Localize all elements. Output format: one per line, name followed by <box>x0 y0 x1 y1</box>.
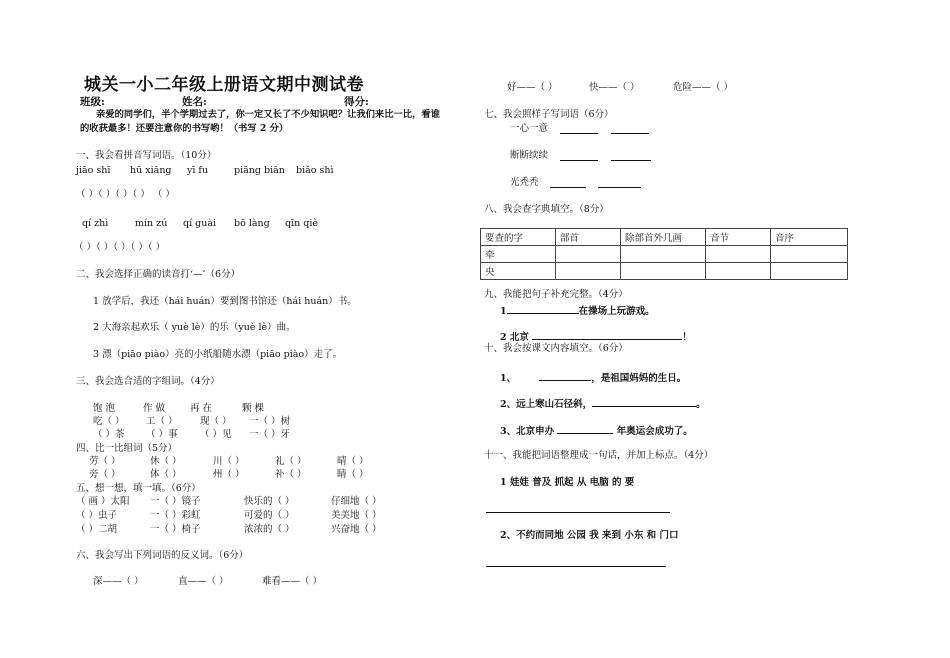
antonym-item[interactable]: 深——（ ） <box>93 576 144 587</box>
antonym-item[interactable]: 难看——（ ） <box>262 576 323 587</box>
fill-item[interactable]: 一（ ）树 <box>249 416 291 427</box>
fill-item[interactable]: 休（ ） <box>150 456 182 467</box>
table-row <box>481 246 848 263</box>
q10-item-3[interactable] <box>500 424 693 438</box>
fill-item[interactable]: 一（ ）椅子 <box>150 524 201 535</box>
item-text: 2 北京 <box>500 332 529 343</box>
char-pair: 再 在 <box>190 403 213 414</box>
fill-item[interactable]: 补（ ） <box>275 469 307 480</box>
table-header-row <box>481 229 848 246</box>
fill-item[interactable]: 川（ ） <box>213 456 245 467</box>
item-text: 年奥运会成功了。 <box>616 426 693 437</box>
fill-item[interactable]: 睛（ ） <box>337 469 369 480</box>
item-text: 2、远上寒山石径斜， <box>500 399 593 410</box>
q4-heading: 四、比一比组词（5分） <box>76 443 178 454</box>
item-number: 1 <box>500 306 507 317</box>
q6-heading: 六、我会写出下列词语的反义词。（6分） <box>76 550 249 561</box>
q2-item[interactable]: 1 放学后，我还（hái huán）要到图书馆还（hái huán）书。 <box>93 296 357 307</box>
column-header: 音序 <box>771 229 848 246</box>
fill-item[interactable]: 礼（ ） <box>275 456 307 467</box>
fill-item[interactable]: 州（ ） <box>213 469 245 480</box>
q3-heading: 三、我会选合适的字组词。（4分） <box>76 376 220 387</box>
answer-line[interactable] <box>486 566 666 567</box>
item-number: 1、 <box>500 373 517 384</box>
antonym-item[interactable]: 好——（ ） <box>507 82 558 93</box>
answer-cell[interactable] <box>556 246 621 263</box>
item-text: 3、北京申办 <box>500 426 555 437</box>
q10-heading: 十、我会按课文内容填空。（6分） <box>484 343 628 354</box>
page-title: 城关一小二年级上册语文期中测试卷 <box>84 75 364 95</box>
answer-brackets[interactable]: （ ）（ ）（ ）（ ） （ ） <box>76 189 175 200</box>
answer-cell[interactable] <box>621 246 706 263</box>
fill-item[interactable]: 兴奋地（ ） <box>331 524 382 535</box>
fill-item[interactable]: （ 画 ）太阳 <box>76 496 130 507</box>
q10-item-1[interactable] <box>500 371 686 385</box>
q5-heading: 五、想一想，填一填。（6分） <box>76 483 201 494</box>
pinyin: jiāo shī <box>76 165 111 176</box>
fill-item[interactable]: 现（ ） <box>200 416 232 427</box>
char-pair: 作 做 <box>143 403 166 414</box>
answer-brackets[interactable]: （ ）（ ）（ ）（ ）（ ） <box>74 242 166 253</box>
answer-cell[interactable] <box>706 246 771 263</box>
q2-item[interactable]: 3 漂（piāo piào）亮的小纸船随水漂（piāo piào）走了。 <box>93 349 343 360</box>
table-row <box>481 263 848 280</box>
pinyin: yī fu <box>187 165 209 176</box>
column-header: 部首 <box>556 229 621 246</box>
antonym-item[interactable]: 直——（ ） <box>178 576 229 587</box>
pinyin: mín zú <box>135 218 168 229</box>
pinyin: piāng biān <box>234 165 285 176</box>
name-label: 姓名: <box>182 96 207 108</box>
fill-item[interactable]: 一（ ）彩虹 <box>150 510 201 521</box>
q7-heading: 七、我会照样子写词语（6分） <box>484 109 614 120</box>
fill-item[interactable]: 劳（ ） <box>89 456 121 467</box>
pinyin: hū xiāng <box>130 165 172 176</box>
fill-item[interactable]: 美美地（ ） <box>331 510 382 521</box>
q9-heading: 九、我能把句子补充完整。（4分） <box>484 289 628 300</box>
answer-line[interactable] <box>486 512 670 513</box>
intro-line-2: 的收获最多！还要注意你的书写哟！（书写 2 分） <box>80 123 289 134</box>
example-word: 光秃秃 <box>510 177 539 188</box>
answer-cell[interactable] <box>771 246 848 263</box>
answer-cell[interactable] <box>621 263 706 280</box>
fill-item[interactable]: 一（ ）牙 <box>249 429 291 440</box>
char-pair: 颗 棵 <box>242 403 265 414</box>
q9-item-2[interactable] <box>500 330 692 344</box>
answer-blank[interactable] <box>557 424 613 434</box>
q8-heading: 八、我会查字典填空。（8分） <box>484 204 609 215</box>
example-word: 断断续续 <box>510 150 549 161</box>
answer-blank[interactable] <box>532 330 682 340</box>
column-header: 除部首外几画 <box>621 229 706 246</box>
char-pair: 饱 泡 <box>93 403 116 414</box>
pinyin: qí zhì <box>82 218 109 229</box>
q1-heading: 一、我会看拼音写词语。（10分） <box>76 150 217 161</box>
dictionary-table <box>480 228 848 280</box>
fill-item[interactable]: 浓浓的（ ） <box>244 524 295 535</box>
antonym-item[interactable]: 快——（ ） <box>589 82 640 93</box>
q2-item[interactable]: 2 大海亲起欢乐（ yuè lè）的乐（yuè lè）曲。 <box>93 322 296 333</box>
fill-item[interactable]: 晴（ ） <box>337 456 369 467</box>
column-header: 要查的字 <box>481 229 556 246</box>
example-word: 一心一意 <box>510 123 549 134</box>
fill-item[interactable]: 一（ ）镜子 <box>150 496 201 507</box>
fill-item[interactable]: （ ）茶 <box>93 429 125 440</box>
fill-item[interactable]: 仔细地（ ） <box>331 496 382 507</box>
q2-heading: 二、我会选择正确的读音打‘—’（6分） <box>76 269 241 280</box>
answer-blank[interactable] <box>592 397 696 407</box>
pinyin: biǎo shì <box>296 165 334 176</box>
fill-item[interactable]: （ ）事 <box>146 429 178 440</box>
pinyin: bō làng <box>234 218 270 229</box>
antonym-item[interactable]: 危险——（ ） <box>673 82 734 93</box>
q11-heading: 十一、我能把词语整理成一句话，并加上标点。（4分） <box>484 450 714 461</box>
fill-item[interactable]: （ ）见 <box>200 429 232 440</box>
answer-blank[interactable] <box>507 304 579 314</box>
fill-item[interactable]: （ ）二胡 <box>76 524 118 535</box>
item-text: ！ <box>682 332 692 343</box>
q11-item-1: 1 娃娃 普及 抓起 从 电脑 的 要 <box>500 477 635 488</box>
answer-blank[interactable] <box>539 371 591 381</box>
score-label: 得分: <box>344 96 369 108</box>
pinyin: qí guài <box>183 218 217 229</box>
answer-cell[interactable] <box>556 263 621 280</box>
fill-item[interactable]: 体（ ） <box>150 469 182 480</box>
pinyin: qīn qiè <box>285 218 318 229</box>
fill-item[interactable]: 工（ ） <box>146 416 178 427</box>
fill-item[interactable]: 旁（ ） <box>89 469 121 480</box>
lookup-char: 央 <box>481 263 556 280</box>
q11-item-2: 2、不约而同地 公园 我 来到 小东 和 门口 <box>500 530 679 541</box>
answer-cell[interactable] <box>706 263 771 280</box>
fill-item[interactable]: 可爱的（ ） <box>244 510 295 521</box>
intro-line-1: 亲爱的同学们，半个学期过去了，你一定又长了不少知识吧？让我们来比一比，看谁 <box>96 109 440 120</box>
fill-item[interactable]: 吃（ ） <box>93 416 125 427</box>
q10-item-2[interactable] <box>500 397 706 411</box>
column-header: 音节 <box>706 229 771 246</box>
fill-item[interactable]: （ ）虫子 <box>76 510 118 521</box>
q9-item-1[interactable] <box>500 304 655 318</box>
item-text: 在操场上玩游戏。 <box>578 306 655 317</box>
item-text: ，是祖国妈妈的生日。 <box>591 373 687 384</box>
answer-cell[interactable] <box>771 263 848 280</box>
lookup-char: 牵 <box>481 246 556 263</box>
item-text: 。 <box>696 399 706 410</box>
class-label: 班级: <box>80 96 105 108</box>
fill-item[interactable]: 快乐的（ ） <box>244 496 295 507</box>
